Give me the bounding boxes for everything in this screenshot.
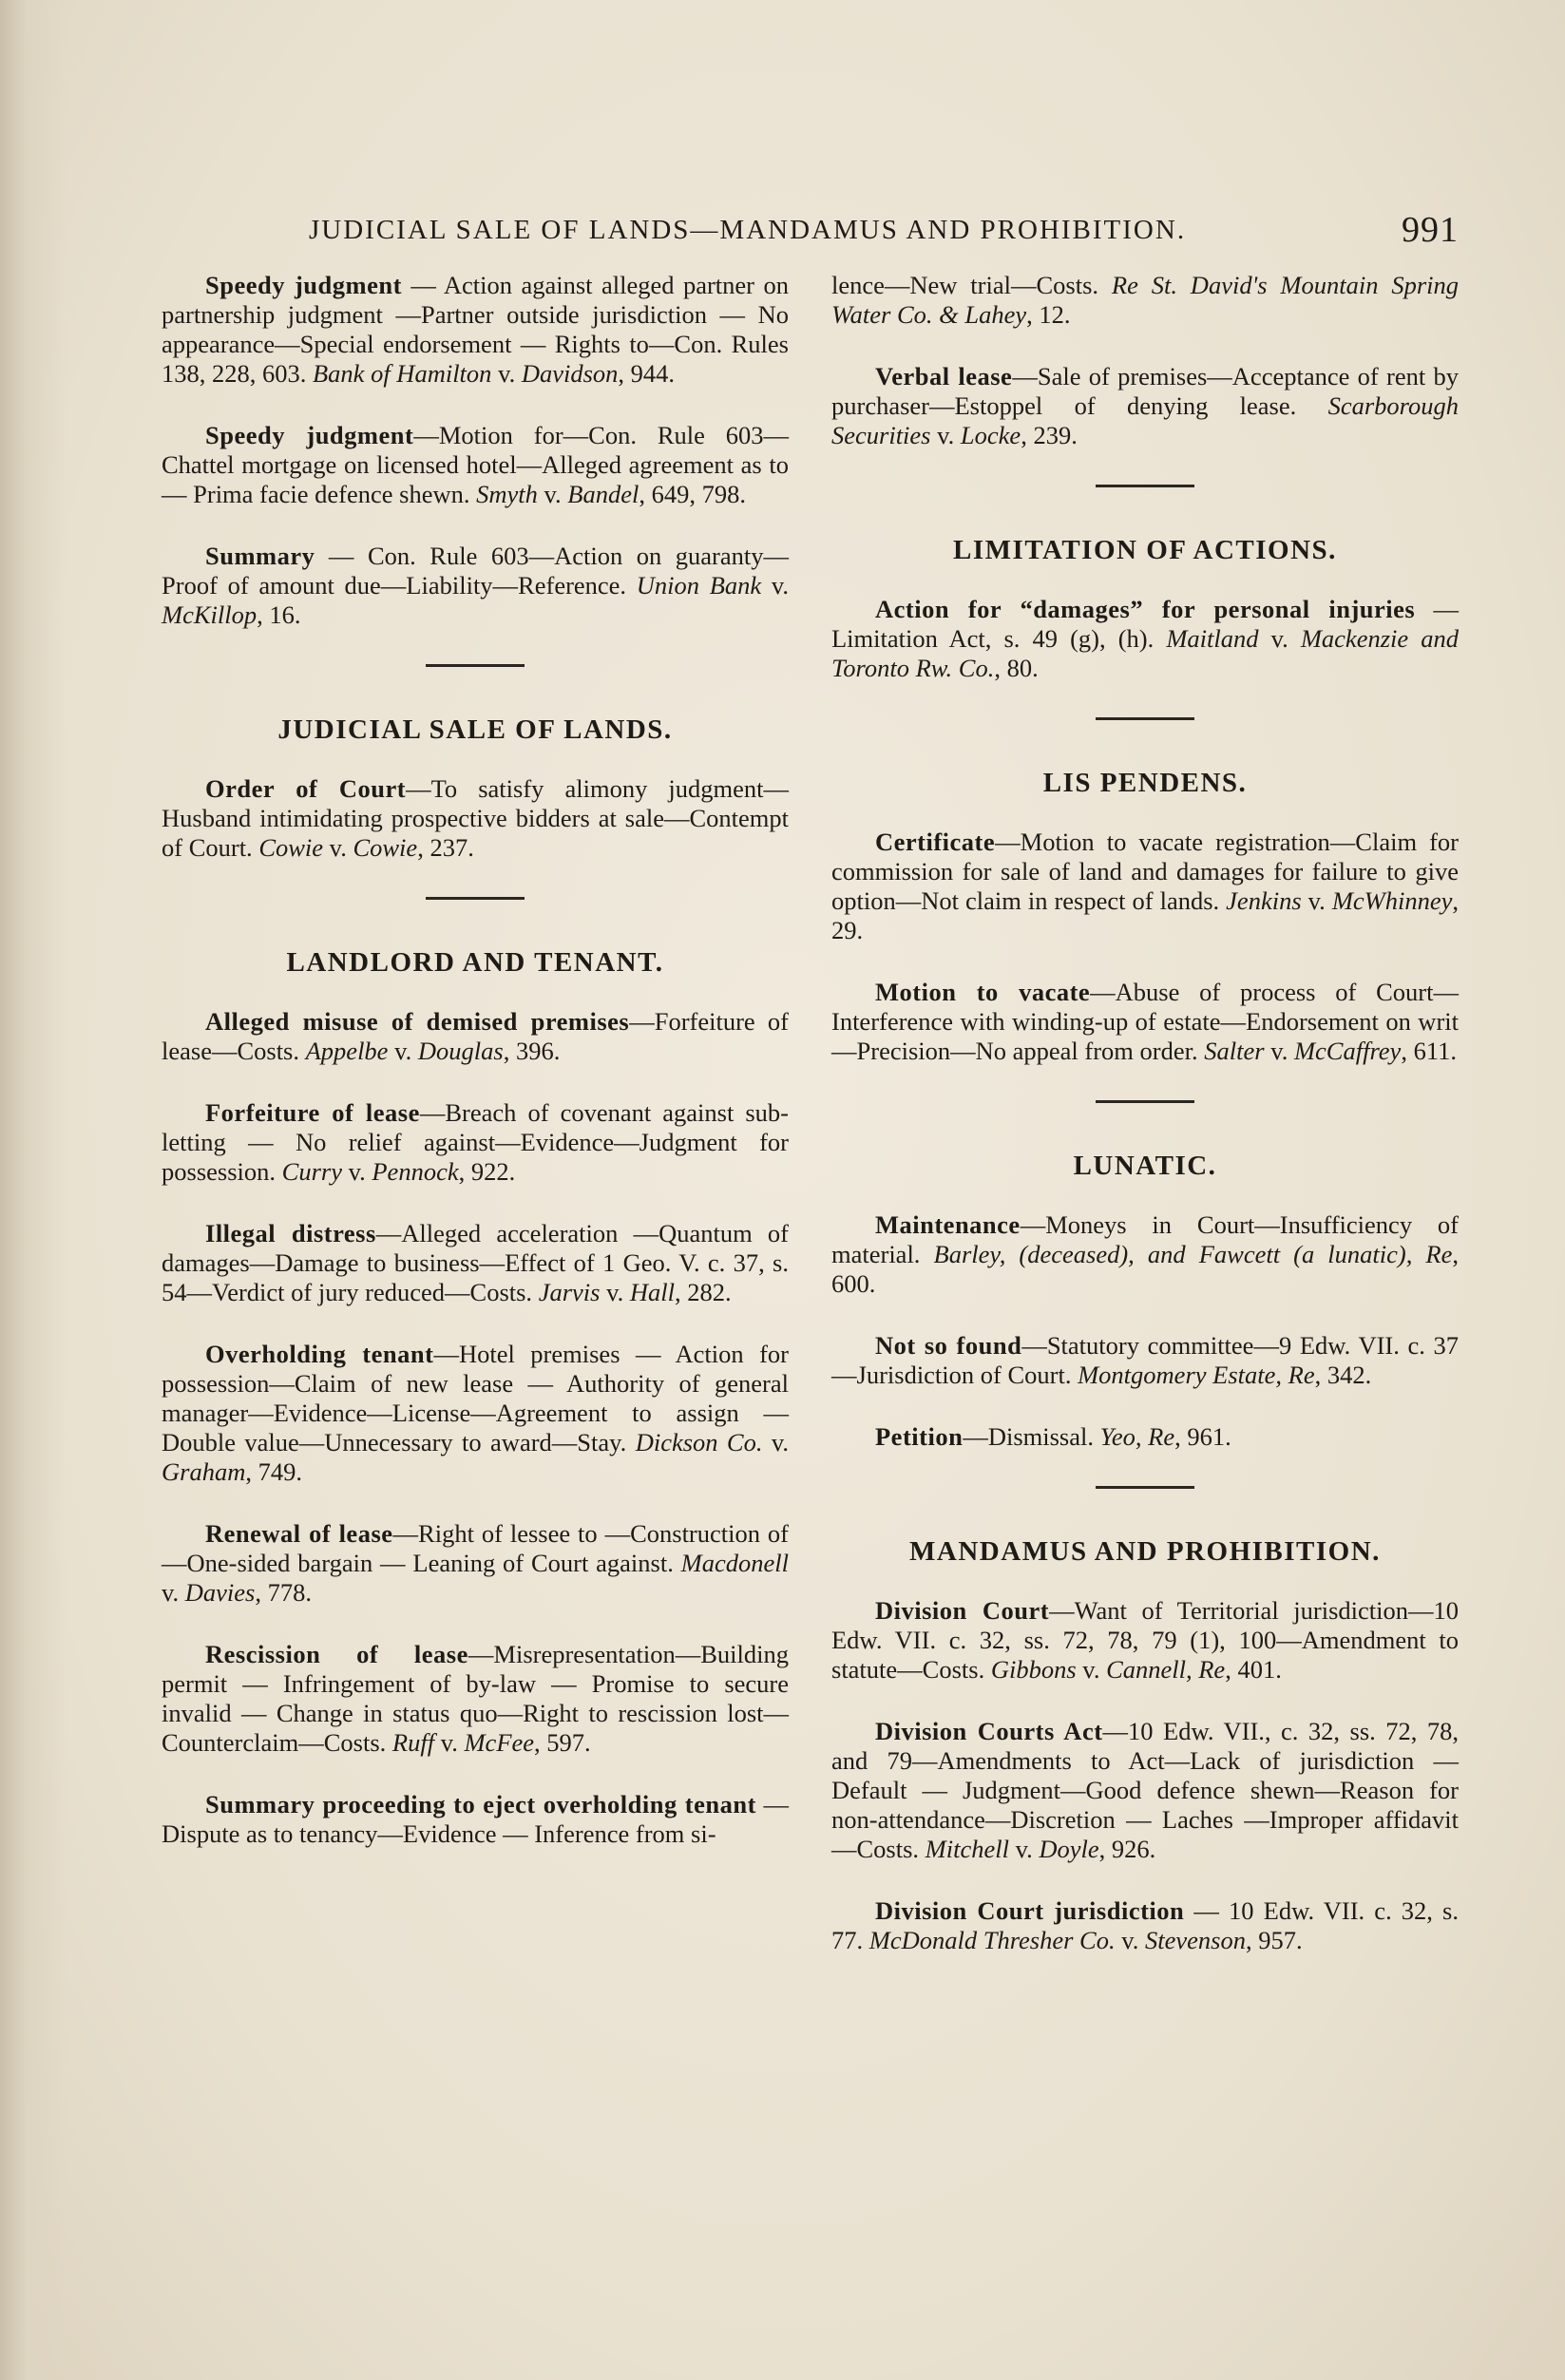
index-entry-continuation: lence—New trial—Costs. Re St. David's Mountain Spring Water Co. & Lahey, 12. xyxy=(831,271,1460,329)
section-divider xyxy=(1096,485,1194,487)
index-entry: Not so found—Statutory committee—9 Edw. VII. c. 37—Jurisdiction of Court. Montgomery Estate, Re, 342. xyxy=(831,1331,1459,1389)
index-entry: Summary — Con. Rule 603—Action on guaranty—Proof of amount due—Liability—Reference. Union Bank v. McKillop, 16. xyxy=(162,542,790,629)
index-entry: Maintenance—Moneys in Court—Insufficiency of material. Barley, (deceased), and Fawcett (a lunatic), Re, 600. xyxy=(831,1210,1460,1298)
index-entry: Division Courts Act—10 Edw. VII., c. 32, ss. 72, 78, and 79—Amendments to Act—Lack of jurisdiction — Default — Judgment—Good defence shewn—Reason for non-attendance—Discretion — Laches —Improper affidavit—Costs. Mitchell v. Doyle, 926. xyxy=(831,1717,1459,1863)
section-heading-limitation: LIMITATION OF ACTIONS. xyxy=(953,535,1337,565)
index-entry: Illegal distress—Alleged acceleration —Quantum of damages—Damage to business—Effect of 1 Geo. V. c. 37, s. 54—Verdict of jury reduced—Costs. Jarvis v. Hall, 282. xyxy=(162,1219,789,1306)
index-entry: Petition—Dismissal. Yeo, Re, 961. xyxy=(875,1422,1231,1451)
index-entry: Verbal lease—Sale of premises—Acceptance of rent by purchaser—Estoppel of denying lease. Scarborough Securities v. Locke, 239. xyxy=(831,362,1460,449)
index-entry: Alleged misuse of demised premises—Forfeiture of lease—Costs. Appelbe v. Douglas, 396. xyxy=(162,1007,789,1065)
section-divider xyxy=(1096,1486,1194,1489)
left-column xyxy=(162,271,789,1881)
section-heading-judicial-sale: JUDICIAL SALE OF LANDS. xyxy=(277,714,673,745)
index-entry: Division Court—Want of Territorial jurisdiction—10 Edw. VII. c. 32, ss. 72, 78, 79 (1), 100—Amendment to statute—Costs. Gibbons v. Cannell, Re, 401. xyxy=(831,1596,1459,1684)
index-entry: Rescission of lease—Misrepresentation—Building permit — Infringement of by-law — Promise to secure invalid — Change in status quo—Right to rescission lost—Counterclaim—Costs. Ruff v. McFee, 597. xyxy=(162,1640,789,1757)
index-entry: Overholding tenant—Hotel premises — Action for possession—Claim of new lease — Authority of general manager—Evidence—License—Agreement to assign —Double value—Unnecessary to award—Stay. Dickson Co. v. Graham, 749. xyxy=(162,1340,790,1486)
right-column xyxy=(831,271,1459,1988)
index-entry: Summary proceeding to eject overholding tenant — Dispute as to tenancy—Evidence — Inference from si- xyxy=(162,1790,789,1848)
index-entry: Motion to vacate—Abuse of process of Court—Interference with winding-up of estate—Endorsement on writ—Precision—No appeal from order. Salter v. McCaffrey, 611. xyxy=(831,978,1459,1065)
section-divider xyxy=(426,664,525,667)
section-heading-mandamus: MANDAMUS AND PROHIBITION. xyxy=(909,1536,1381,1567)
section-divider xyxy=(1096,1100,1194,1103)
index-entry: Certificate—Motion to vacate registration—Claim for commission for sale of land and damages for failure to give option—Not claim in respect of lands. Jenkins v. McWhinney, 29. xyxy=(831,828,1459,944)
page-number: 991 xyxy=(1402,210,1459,250)
index-entry: Speedy judgment—Motion for—Con. Rule 603—Chattel mortgage on licensed hotel—Alleged agreement as to — Prima facie defence shewn. Smyth v. Bandel, 649, 798. xyxy=(162,421,789,508)
section-heading-landlord-tenant: LANDLORD AND TENANT. xyxy=(286,947,664,978)
section-heading-lis-pendens: LIS PENDENS. xyxy=(1042,768,1248,798)
section-divider xyxy=(1096,717,1194,720)
section-divider xyxy=(426,897,525,900)
page-edge-shadow xyxy=(0,0,67,2380)
running-header xyxy=(309,209,1459,250)
index-entry: Speedy judgment — Action against alleged partner on partnership judgment —Partner outside jurisdiction — No appearance—Special endorsement — Rights to—Con. Rules 138, 228, 603. Bank of Hamilton v. Davidson, 944. xyxy=(162,271,789,388)
section-heading-lunatic: LUNATIC. xyxy=(1073,1151,1217,1181)
index-entry: Order of Court—To satisfy alimony judgment—Husband intimidating prospective bidders at sale—Contempt of Court. Cowie v. Cowie, 237. xyxy=(162,774,789,862)
index-entry: Division Court jurisdiction — 10 Edw. VII. c. 32, s. 77. McDonald Thresher Co. v. Stevenson, 957. xyxy=(831,1896,1459,1954)
index-entry: Renewal of lease—Right of lessee to —Construction of—One-sided bargain — Leaning of Court against. Macdonell v. Davies, 778. xyxy=(162,1519,789,1607)
index-entry: Action for “damages” for personal injuries — Limitation Act, s. 49 (g), (h). Maitland v. Mackenzie and Toronto Rw. Co., 80. xyxy=(831,595,1460,682)
running-title: JUDICIAL SALE OF LANDS—MANDAMUS AND PROHIBITION. xyxy=(309,215,1187,245)
index-entry: Forfeiture of lease—Breach of covenant against sub-letting — No relief against—Evidence—Judgment for possession. Curry v. Pennock, 922. xyxy=(162,1098,789,1186)
